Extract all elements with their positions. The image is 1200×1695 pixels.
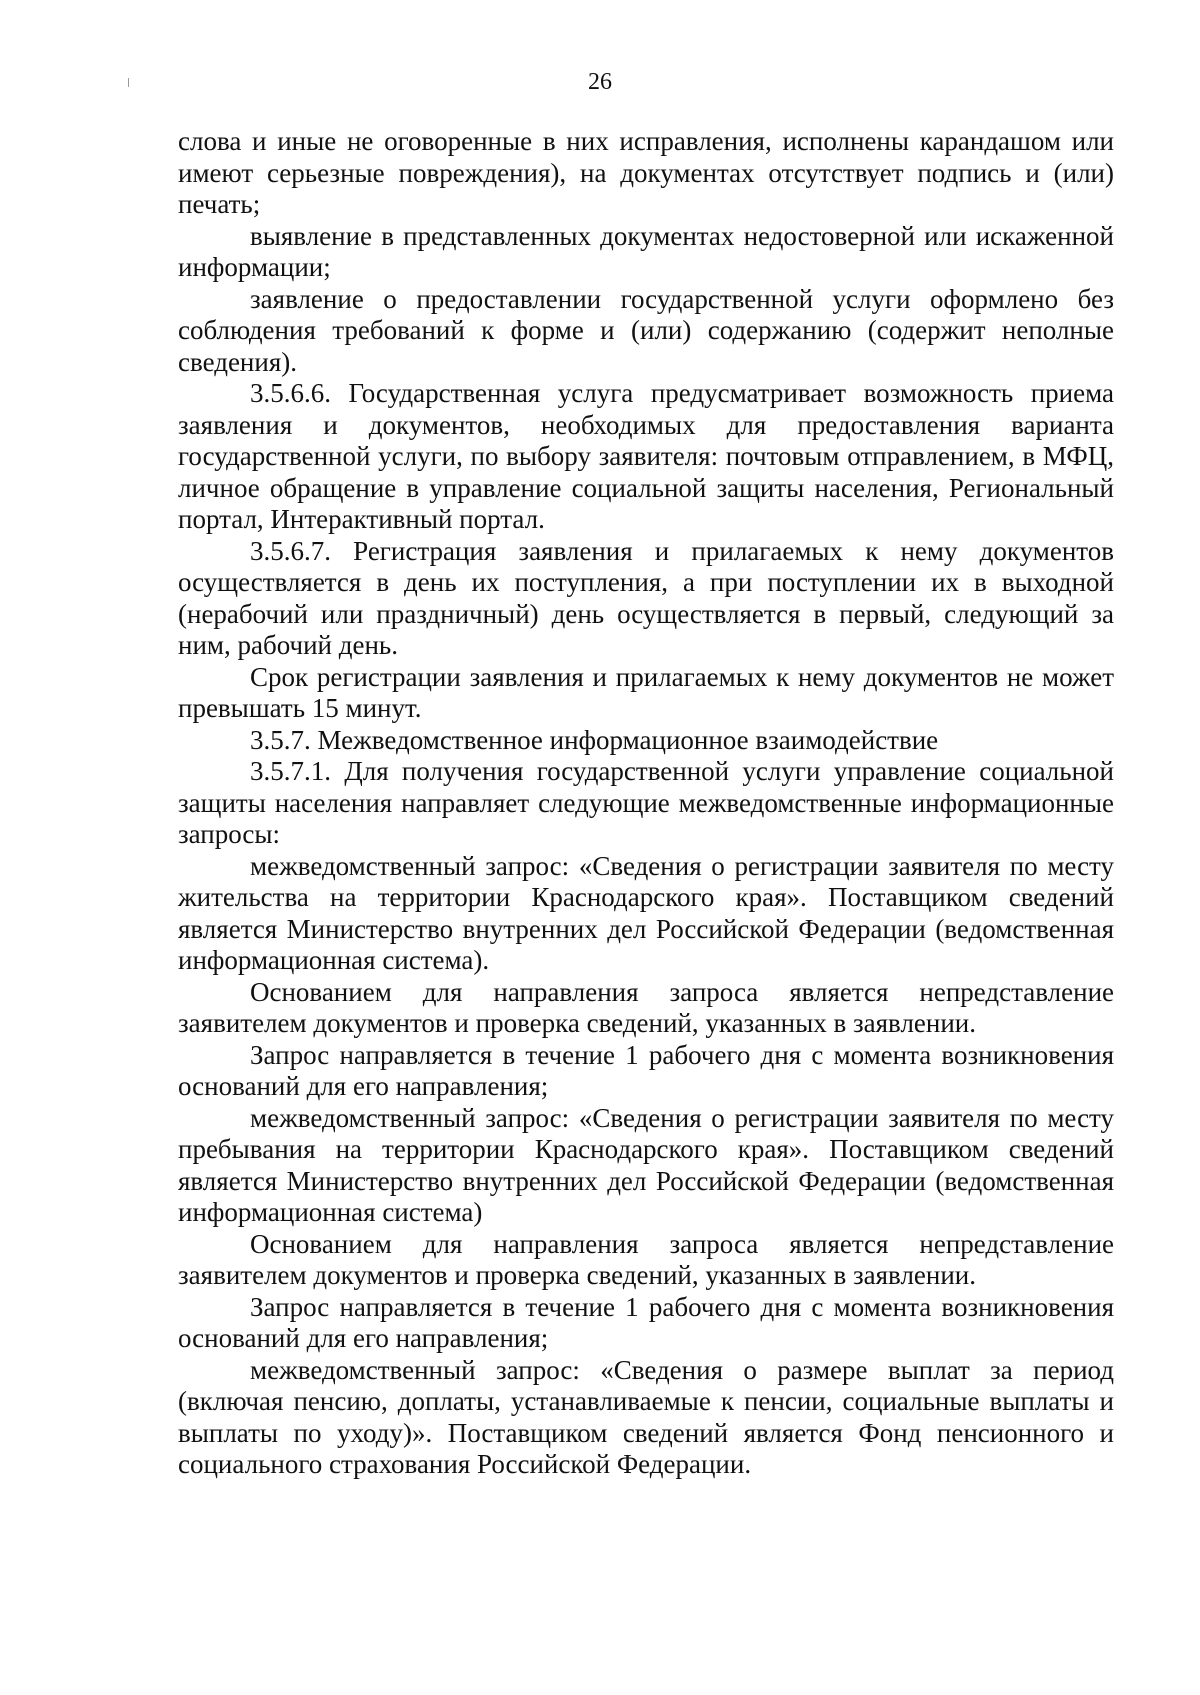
section-heading: 3.5.7. Межведомственное информационное взаимодействие	[250, 724, 939, 755]
paragraph: слова и иные не оговоренные в них исправления, исполнены карандашом или имеют серьезные повреждения), на документах отсутствует подпись и (или) печать;	[178, 126, 1114, 219]
paragraph: Запрос направляется в течение 1 рабочего дня с момента возникновения оснований для его направления;	[178, 1291, 1114, 1353]
paragraph: Основанием для направления запроса является непредставление заявителем документов и проверка сведений, указанных в заявлении.	[178, 1228, 1114, 1290]
paragraph: Основанием для направления запроса является непредставление заявителем документов и проверка сведений, указанных в заявлении.	[178, 976, 1114, 1038]
paragraph: 3.5.6.6. Государственная услуга предусматривает возможность приема заявления и документов, необходимых для предоставления варианта государственной услуги, по выбору заявителя: почтовым отправлением, в МФЦ, личное обращение в управление социальной защиты населения, Региональный портал, Интерактивный портал.	[178, 378, 1114, 534]
paragraph: межведомственный запрос: «Сведения о регистрации заявителя по месту пребывания на территории Краснодарского края». Поставщиком сведений является Министерство внутренних дел Российской Федерации (ведомственная информационная система)	[178, 1102, 1114, 1227]
paragraph: межведомственный запрос: «Сведения о размере выплат за период (включая пенсию, доплаты, устанавливаемые к пенсии, социальные выплаты и выплаты по уходу)». Поставщиком сведений является Фонд пенсионного и социального страхования Российской Федерации.	[178, 1354, 1114, 1479]
paragraph: выявление в представленных документах недостоверной или искаженной информации;	[178, 220, 1114, 282]
page-number: 26	[588, 69, 612, 95]
paragraph: 3.5.6.7. Регистрация заявления и прилагаемых к нему документов осуществляется в день их поступления, а при поступлении их в выходной (нерабочий или праздничный) день осуществляется в первый, следующий за ним, рабочий день.	[178, 535, 1114, 660]
paragraph: Запрос направляется в течение 1 рабочего дня с момента возникновения оснований для его направления;	[178, 1039, 1114, 1101]
paragraph: межведомственный запрос: «Сведения о регистрации заявителя по месту жительства на территории Краснодарского края». Поставщиком сведений является Министерство внутренних дел Российской Федерации (ведомственная информационная система).	[178, 850, 1114, 975]
paragraph: Срок регистрации заявления и прилагаемых к нему документов не может превышать 15 минут.	[178, 661, 1114, 723]
paragraph: 3.5.7.1. Для получения государственной услуги управление социальной защиты населения направляет следующие межведомственные информационные запросы:	[178, 756, 1114, 849]
document-body	[178, 126, 1114, 1481]
paragraph: заявление о предоставлении государственной услуги оформлено без соблюдения требований к форме и (или) содержанию (содержит неполные сведения).	[178, 283, 1114, 377]
